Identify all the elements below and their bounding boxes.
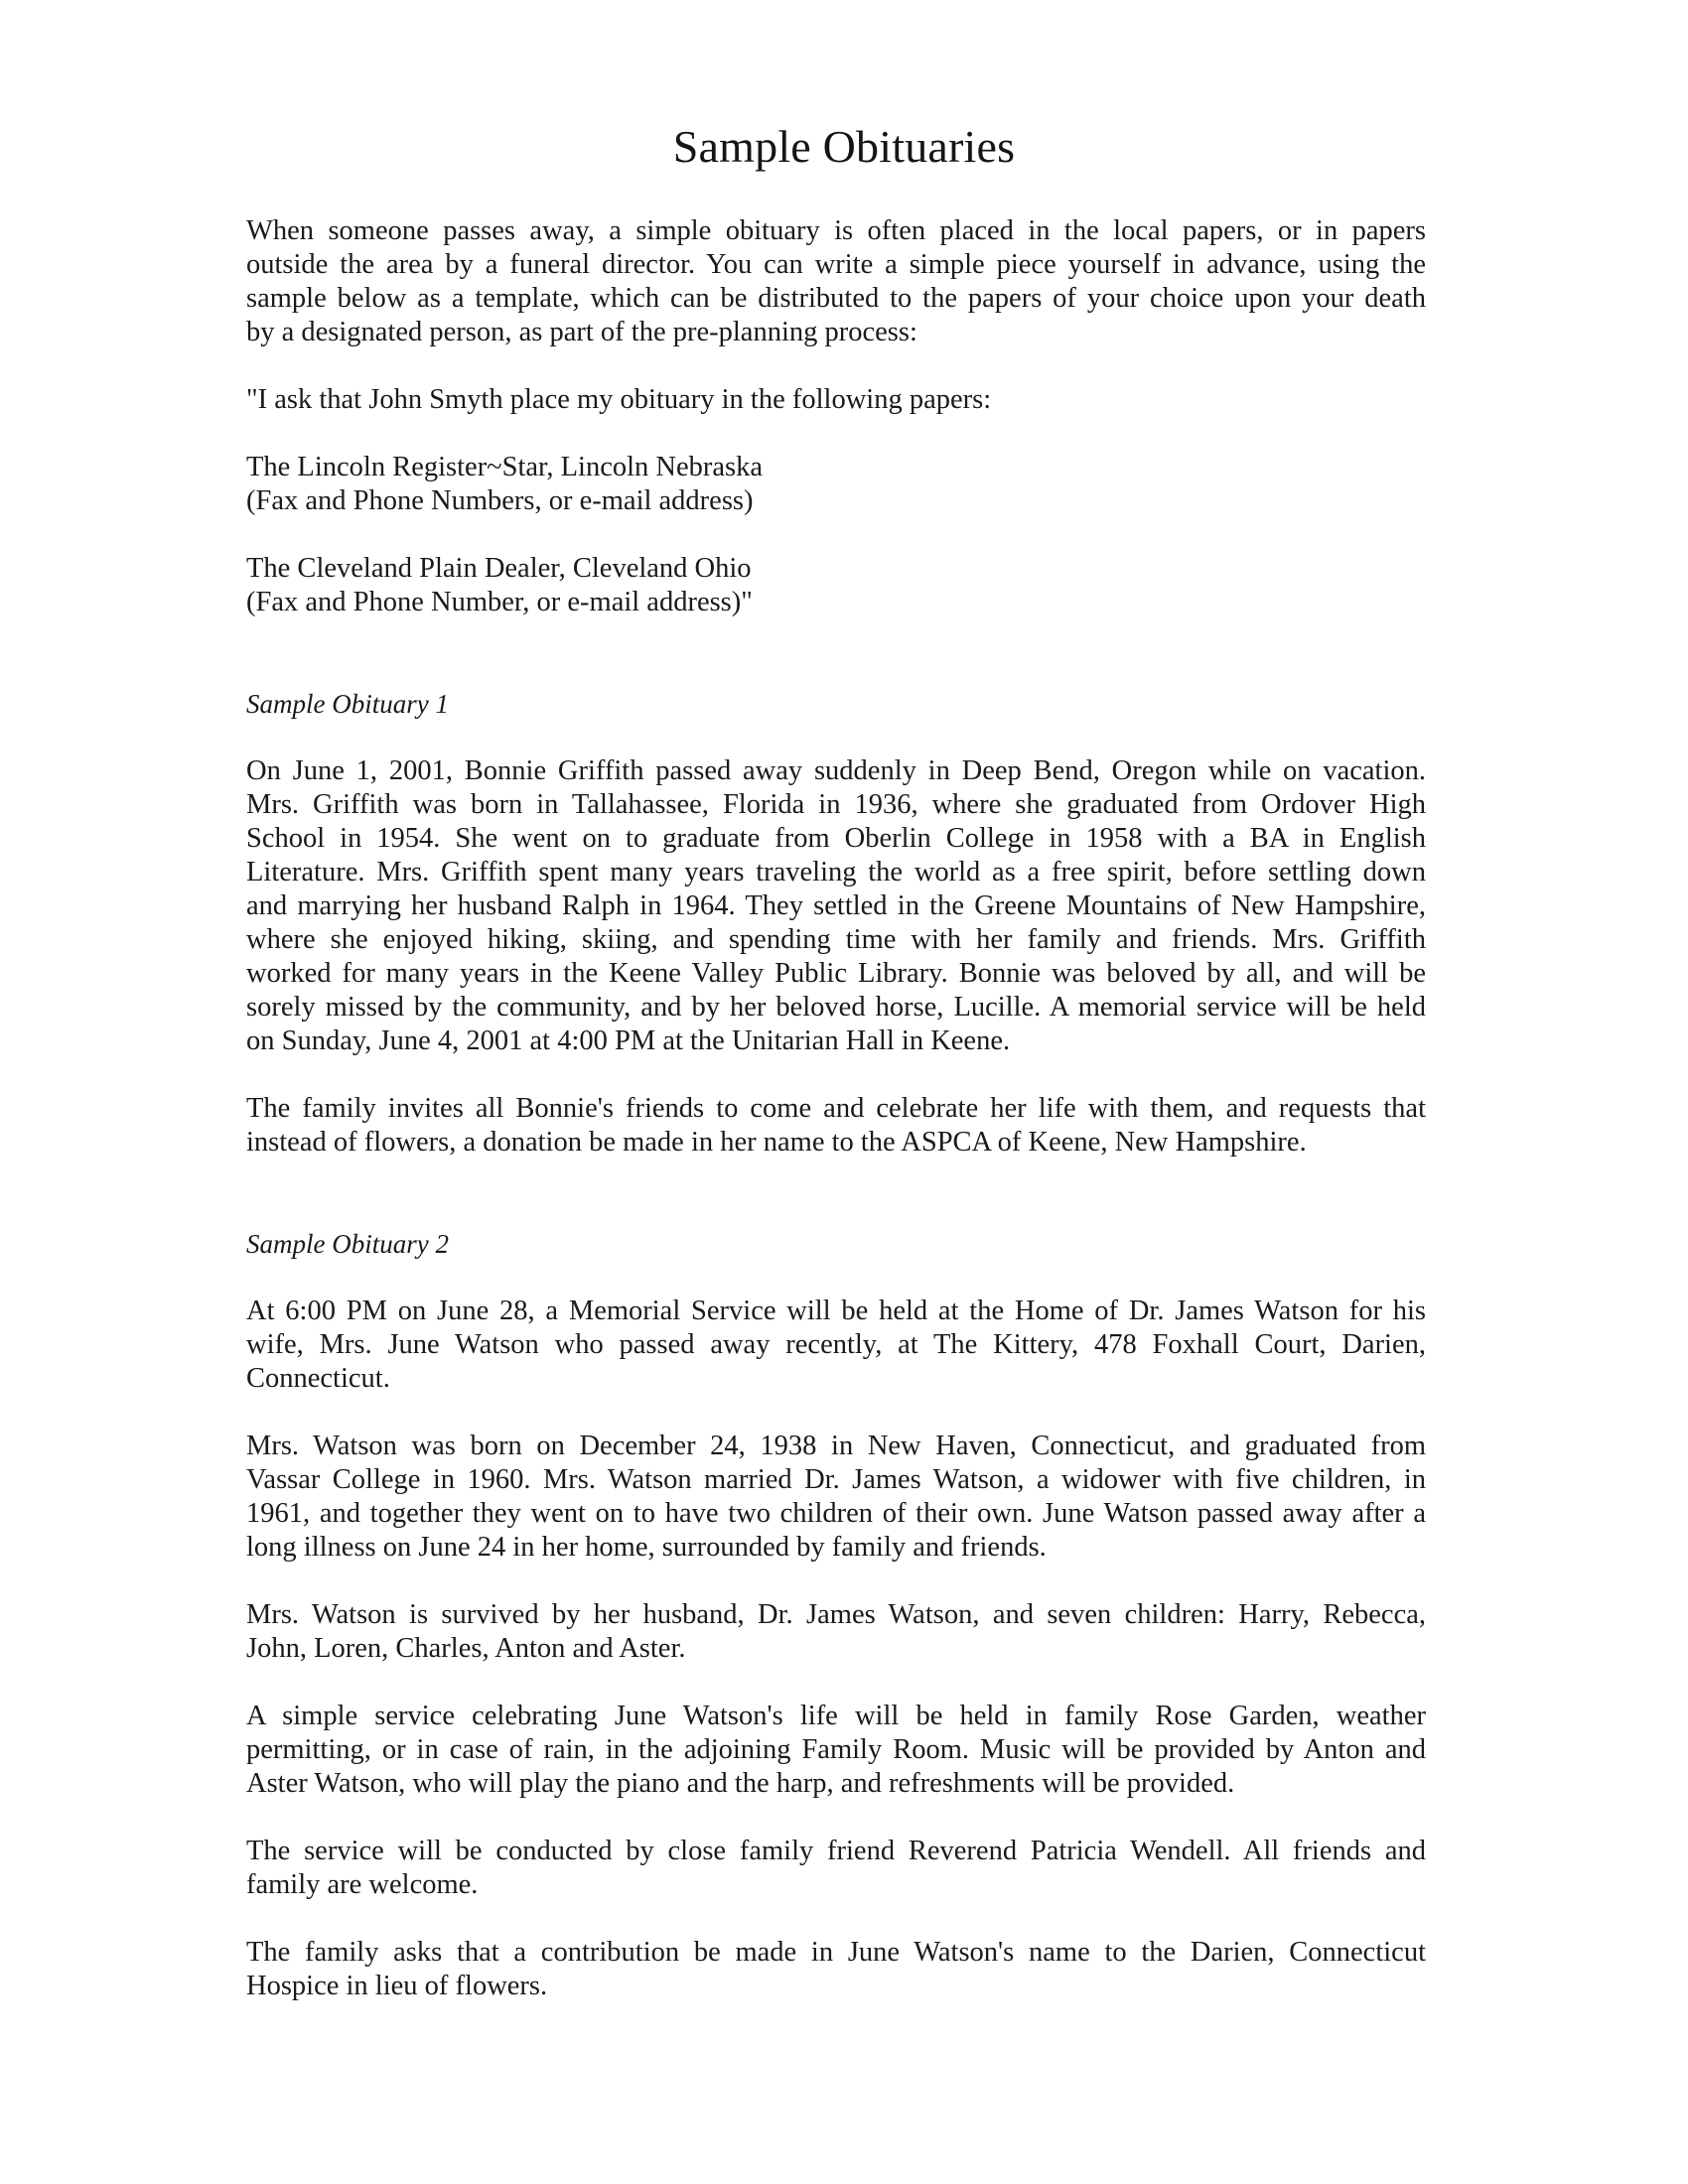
- text-line: School in 1954. She went on to graduate from Oberlin College in 1958 with a BA in English: [246, 823, 1426, 854]
- sample-1-paragraph: [246, 754, 1426, 1058]
- sample-2-paragraph: [246, 1295, 1426, 1396]
- text-line: A simple service celebrating June Watson's life will be held in family Rose Garden, weather: [246, 1701, 1426, 1731]
- text-line: wife, Mrs. June Watson who passed away recently, at The Kittery, 478 Foxhall Court, Darien,: [246, 1329, 1426, 1360]
- text-line: The family invites all Bonnie's friends to come and celebrate her life with them, and requests that: [246, 1093, 1426, 1124]
- text-line: permitting, or in case of rain, in the adjoining Family Room. Music will be provided by Anton and: [246, 1734, 1426, 1765]
- spacer: [246, 1193, 1426, 1227]
- paper-contact: (Fax and Phone Numbers, or e-mail address): [246, 485, 754, 516]
- spacer: [246, 653, 1426, 687]
- paper-contact: (Fax and Phone Number, or e-mail address)": [246, 587, 753, 617]
- sample-2-paragraph: [246, 1430, 1426, 1565]
- sample-obituary-1-heading: Sample Obituary 1: [246, 689, 449, 719]
- text-line: outside the area by a funeral director. You can write a simple piece yourself in advance, using the: [246, 249, 1426, 280]
- text-line: where she enjoyed hiking, skiing, and spending time with her family and friends. Mrs. Griffith: [246, 924, 1426, 955]
- text-line: John, Loren, Charles, Anton and Aster.: [246, 1633, 686, 1664]
- page-title: Sample Obituaries: [672, 121, 1016, 172]
- text-line: Aster Watson, who will play the piano and the harp, and refreshments will be provided.: [246, 1768, 1235, 1799]
- text-line: family are welcome.: [246, 1869, 479, 1900]
- sample-2-paragraph: [246, 1700, 1426, 1801]
- paper-entry: [246, 552, 1426, 619]
- sample-obituary-2-heading: Sample Obituary 2: [246, 1229, 449, 1259]
- paper-name: The Lincoln Register~Star, Lincoln Nebraska: [246, 452, 763, 482]
- request-paragraph: [246, 383, 1426, 417]
- intro-paragraph: [246, 214, 1426, 349]
- text-line: Mrs. Griffith was born in Tallahassee, Florida in 1936, where she graduated from Ordover High: [246, 789, 1426, 820]
- text-line: At 6:00 PM on June 28, a Memorial Service will be held at the Home of Dr. James Watson for his: [246, 1296, 1426, 1326]
- text-line: instead of flowers, a donation be made in her name to the ASPCA of Keene, New Hampshire.: [246, 1127, 1307, 1158]
- text-line: long illness on June 24 in her home, surrounded by family and friends.: [246, 1532, 1047, 1563]
- text-line: The service will be conducted by close family friend Reverend Patricia Wendell. All friends and: [246, 1836, 1426, 1866]
- sample-1-paragraph: [246, 1092, 1426, 1160]
- text-line: When someone passes away, a simple obituary is often placed in the local papers, or in papers: [246, 215, 1426, 246]
- sample-2-paragraph: [246, 1936, 1426, 2003]
- document-body: [246, 214, 1426, 2037]
- text-line: Mrs. Watson was born on December 24, 1938 in New Haven, Connecticut, and graduated from: [246, 1431, 1426, 1461]
- text-line: 1961, and together they went on to have two children of their own. June Watson passed away after a: [246, 1498, 1426, 1529]
- text-line: sample below as a template, which can be distributed to the papers of your choice upon your death: [246, 283, 1426, 314]
- text-line: Literature. Mrs. Griffith spent many years traveling the world as a free spirit, before settling down: [246, 857, 1426, 887]
- text-line: sorely missed by the community, and by her beloved horse, Lucille. A memorial service will be held: [246, 992, 1426, 1023]
- text-line: Vassar College in 1960. Mrs. Watson married Dr. James Watson, a widower with five children, in: [246, 1464, 1426, 1495]
- sample-2-paragraph: [246, 1598, 1426, 1666]
- paper-entry: [246, 451, 1426, 518]
- text-line: worked for many years in the Keene Valley Public Library. Bonnie was beloved by all, and will be: [246, 958, 1426, 989]
- text-line: on Sunday, June 4, 2001 at 4:00 PM at the Unitarian Hall in Keene.: [246, 1025, 1011, 1056]
- text-line: The family asks that a contribution be made in June Watson's name to the Darien, Connecticut: [246, 1937, 1426, 1968]
- text-line: Hospice in lieu of flowers.: [246, 1971, 548, 2001]
- text-line: and marrying her husband Ralph in 1964. They settled in the Greene Mountains of New Hampshire,: [246, 890, 1426, 921]
- request-text: "I ask that John Smyth place my obituary in the following papers:: [246, 384, 992, 415]
- text-line: Mrs. Watson is survived by her husband, Dr. James Watson, and seven children: Harry, Rebecca,: [246, 1599, 1426, 1630]
- paper-name: The Cleveland Plain Dealer, Cleveland Ohio: [246, 553, 752, 584]
- text-line: by a designated person, as part of the pre-planning process:: [246, 317, 917, 347]
- text-line: On June 1, 2001, Bonnie Griffith passed away suddenly in Deep Bend, Oregon while on vacation.: [246, 755, 1426, 786]
- text-line: Connecticut.: [246, 1363, 390, 1394]
- sample-2-paragraph: [246, 1835, 1426, 1902]
